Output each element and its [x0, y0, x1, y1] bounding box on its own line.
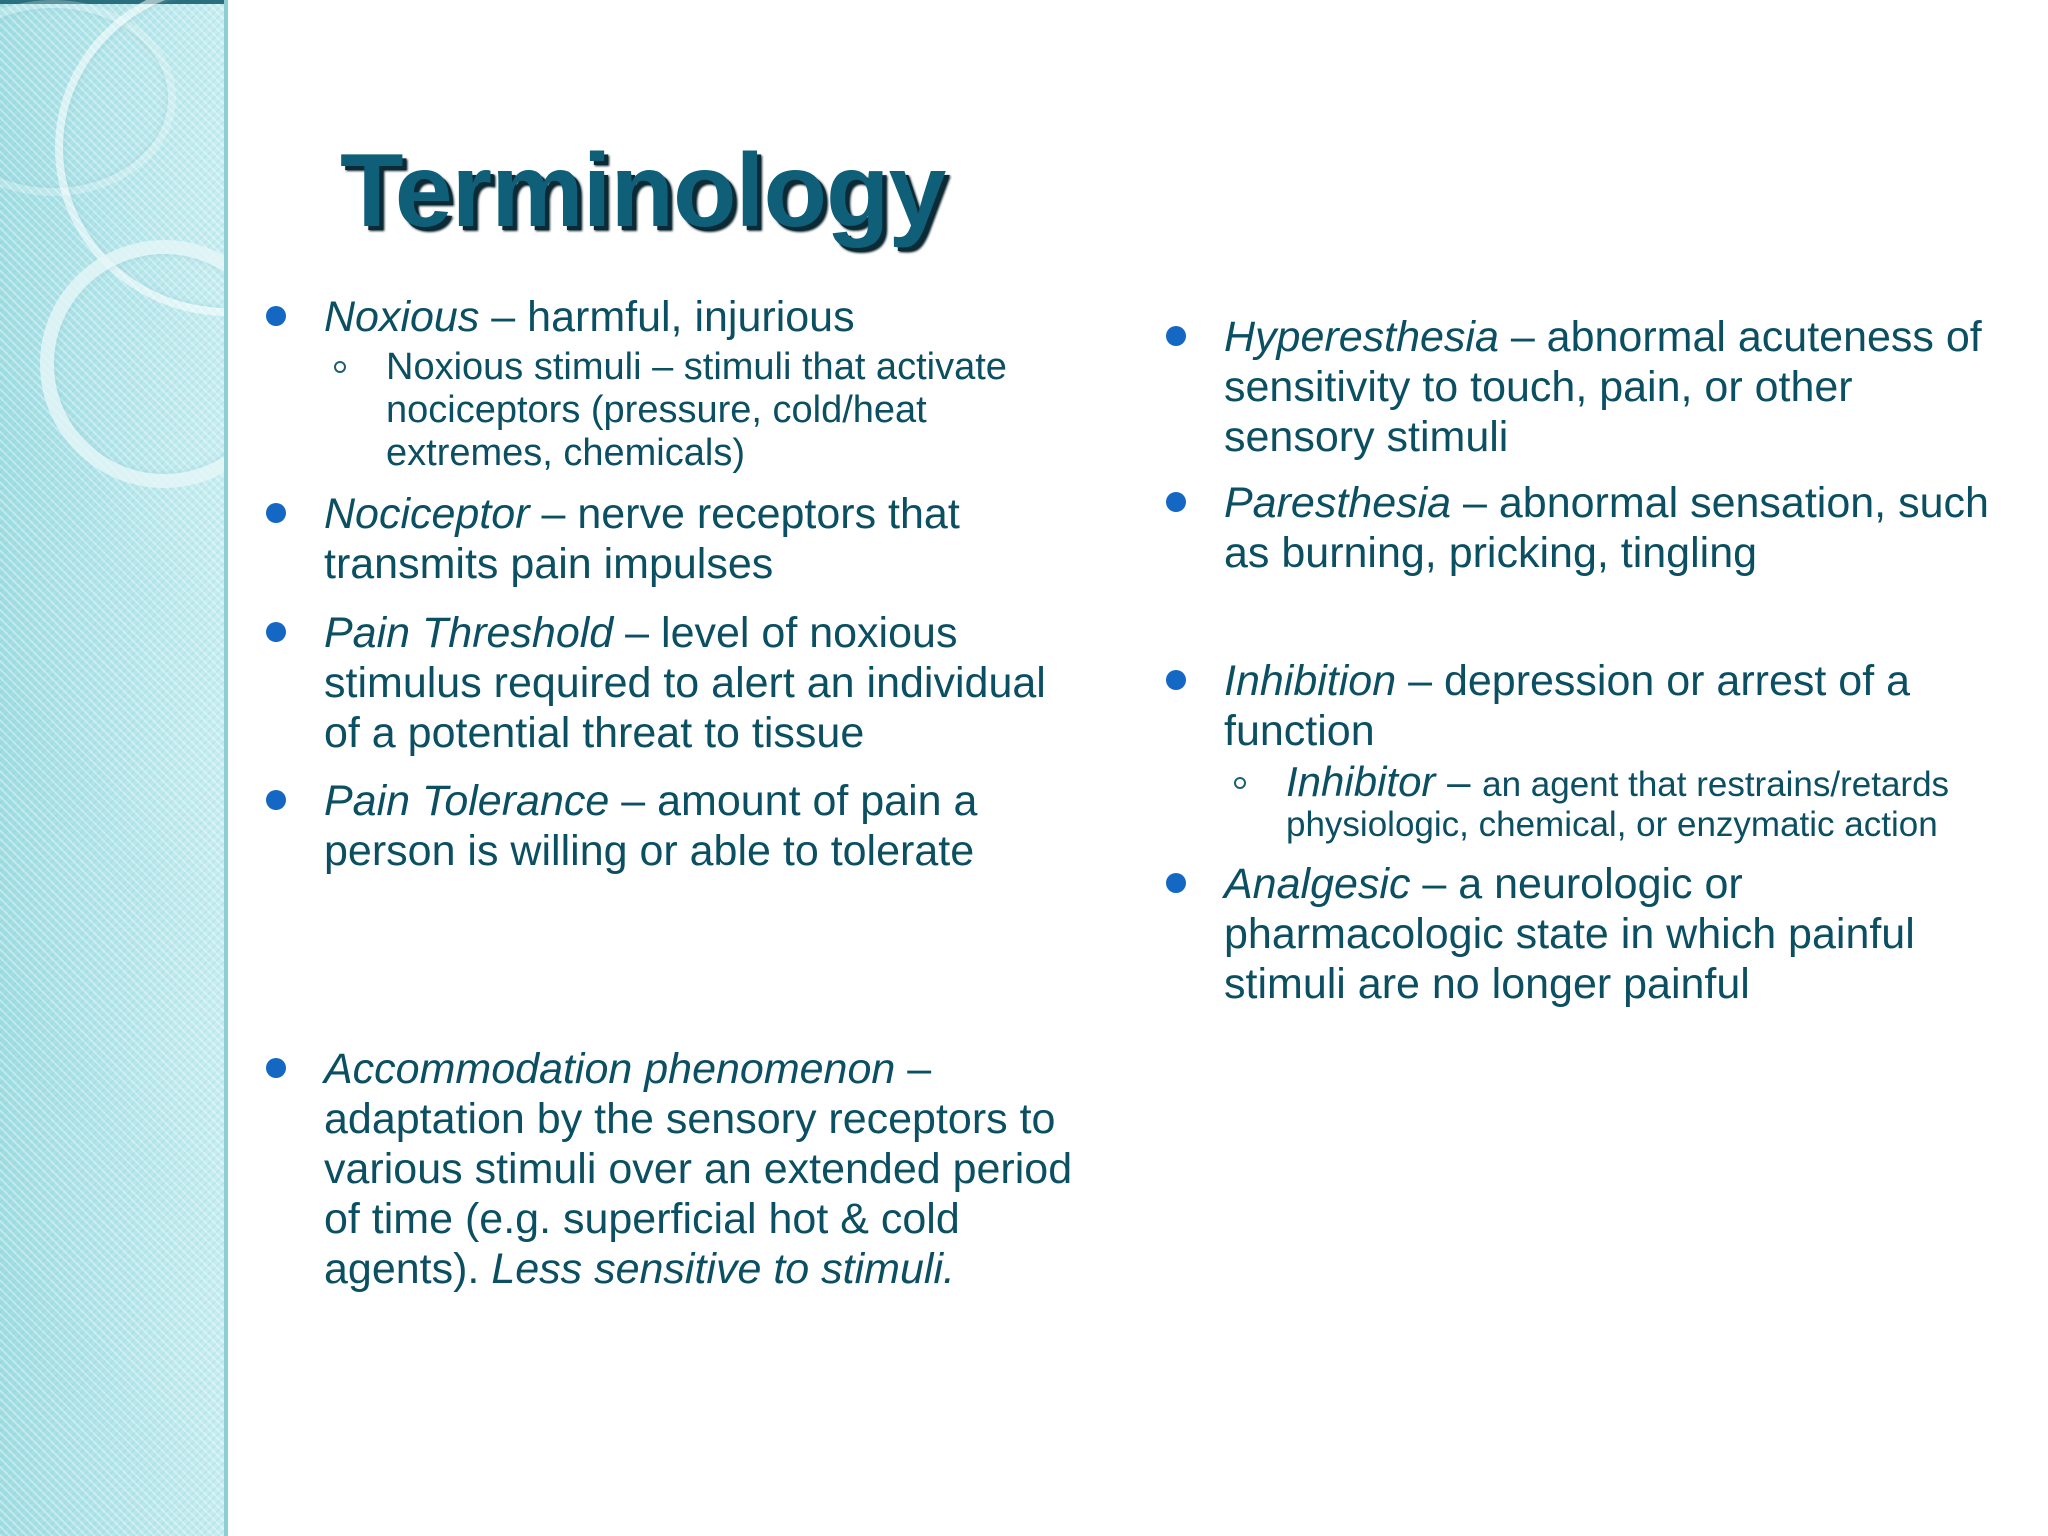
sub-text: Noxious stimuli – stimuli that activate nociceptors (pressure, cold/heat extremes, chemicals) [386, 346, 1007, 474]
term: Pain Threshold [324, 609, 614, 657]
left-column [258, 292, 1078, 1294]
list-item-noxious [258, 292, 1078, 342]
sub-bullet-icon [334, 361, 346, 373]
definition: – level of noxious stimulus required to alert an individual of a potential threat to tissue [324, 609, 1046, 757]
term: Analgesic [1224, 860, 1411, 908]
decorative-sidebar [0, 0, 228, 1536]
term: Accommodation phenomenon [324, 1045, 896, 1093]
sub-text: an agent that restrains/retards physiologic, chemical, or enzymatic action [1286, 765, 1950, 844]
list-item-paresthesia [1158, 478, 1998, 578]
definition: – nerve receptors that transmits pain impulses [324, 490, 960, 588]
term: Nociceptor [324, 490, 530, 538]
definition: – amount of pain a person is willing or able to tolerate [324, 777, 978, 875]
term: Paresthesia [1224, 479, 1452, 527]
list-item-inhibition [1158, 656, 1998, 756]
slide-title: Terminology [340, 133, 946, 249]
sub-bullet-icon [1234, 777, 1246, 789]
definition: – adaptation by the sensory receptors to various stimuli over an extended period of time (e.g. superficial hot & cold agents). [324, 1045, 1073, 1293]
definition: – a neurologic or pharmacologic state in which painful stimuli are no longer painful [1224, 860, 1915, 1008]
sub-term: Inhibitor [1286, 758, 1436, 805]
bullet-icon [1166, 873, 1186, 893]
sub-dash: – [1435, 758, 1483, 805]
bullet-icon [1166, 670, 1186, 690]
term: Pain Tolerance [324, 777, 610, 825]
sub-item-inhibitor [1158, 758, 1998, 845]
definition: – depression or arrest of a function [1224, 657, 1911, 755]
decorative-ring-medium [40, 240, 228, 488]
definition: – harmful, injurious [479, 293, 855, 341]
emphasis-text: Less sensitive to stimuli. [491, 1245, 955, 1293]
definition: – abnormal sensation, such as burning, pricking, tingling [1224, 479, 1989, 577]
term: Noxious [324, 293, 480, 341]
bullet-icon [266, 622, 286, 642]
list-item-analgesic [1158, 859, 1998, 1009]
bullet-icon [1166, 326, 1186, 346]
bullet-icon [1166, 492, 1186, 512]
bullet-icon [266, 1058, 286, 1078]
list-item-hyperesthesia [1158, 312, 1998, 462]
list-item-nociceptor [258, 489, 1078, 589]
list-item-pain-threshold [258, 608, 1078, 758]
right-column [1158, 312, 1998, 1009]
bullet-icon [266, 503, 286, 523]
sidebar-divider [224, 0, 228, 1536]
term: Inhibition [1224, 657, 1397, 705]
bullet-icon [266, 790, 286, 810]
definition: – abnormal acuteness of sensitivity to touch, pain, or other sensory stimuli [1224, 313, 1982, 461]
list-item-pain-tolerance [258, 776, 1078, 876]
bullet-icon [266, 306, 286, 326]
term: Hyperesthesia [1224, 313, 1499, 361]
list-item-accommodation [258, 1044, 1078, 1294]
sub-item-noxious-stimuli [258, 346, 1078, 475]
